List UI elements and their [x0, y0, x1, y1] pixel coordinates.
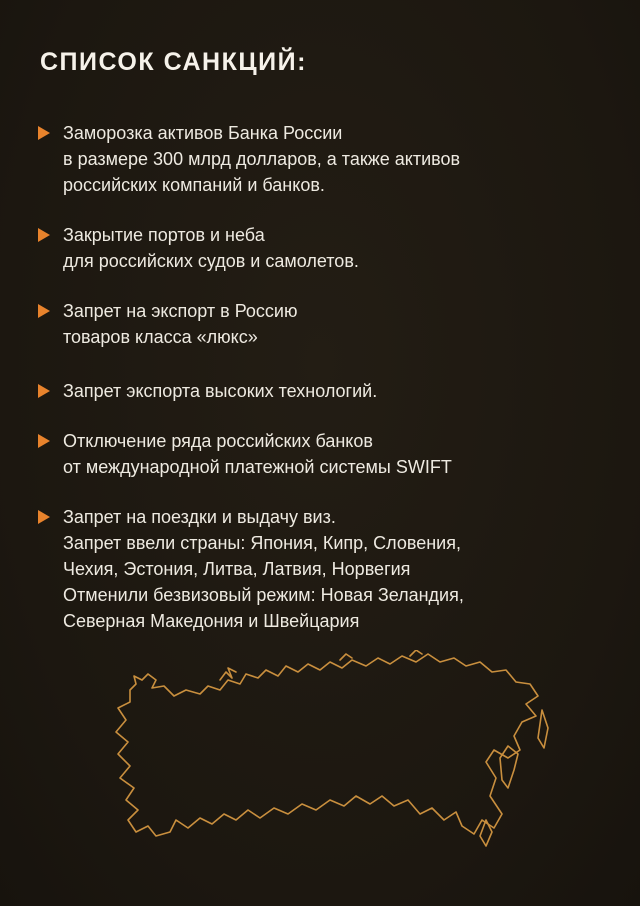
sanction-item-travel-visas: [36, 504, 616, 634]
orange-triangle-bullet-icon: [38, 126, 50, 140]
orange-triangle-bullet-icon: [38, 228, 50, 242]
sanction-line: для российских судов и самолетов.: [63, 251, 359, 271]
orange-triangle-bullet-icon: [38, 304, 50, 318]
sanction-line: в размере 300 млрд долларов, а также активов: [63, 149, 461, 169]
sanction-line: Запрет на поездки и выдачу виз.: [63, 507, 336, 527]
sanction-line: российских компаний и банков.: [63, 175, 325, 195]
sanction-item-ports-airspace: [36, 222, 616, 274]
orange-triangle-bullet-icon: [38, 510, 50, 524]
sanction-line: Отменили безвизовый режим: Новая Зеландия,: [63, 585, 464, 605]
sanction-line: Запрет экспорта высоких технологий.: [63, 381, 378, 401]
sanction-line: Закрытие портов и неба: [63, 225, 265, 245]
sanction-line: Запрет ввели страны: Япония, Кипр, Словения,: [63, 533, 461, 553]
sanction-item-swift: [36, 428, 616, 480]
sanction-line: Запрет на экспорт в Россию: [63, 301, 298, 321]
sanction-line: Заморозка активов Банка России: [63, 123, 343, 143]
sanction-item-luxury-export: [36, 298, 616, 350]
sanction-item-assets-freeze: [36, 120, 616, 198]
sanction-item-hightech-export: [36, 378, 616, 404]
russia-map-outline-icon: [90, 650, 560, 900]
sanction-line: товаров класса «люкс»: [63, 327, 258, 347]
orange-triangle-bullet-icon: [38, 384, 50, 398]
sanction-line: Северная Македония и Швейцария: [63, 611, 360, 631]
sanction-line: от международной платежной системы SWIFT: [63, 457, 452, 477]
sanction-line: Чехия, Эстония, Литва, Латвия, Норвегия: [63, 559, 411, 579]
orange-triangle-bullet-icon: [38, 434, 50, 448]
page-title: СПИСОК САНКЦИЙ:: [40, 48, 307, 76]
sanctions-list: [36, 120, 616, 634]
sanction-line: Отключение ряда российских банков: [63, 431, 373, 451]
